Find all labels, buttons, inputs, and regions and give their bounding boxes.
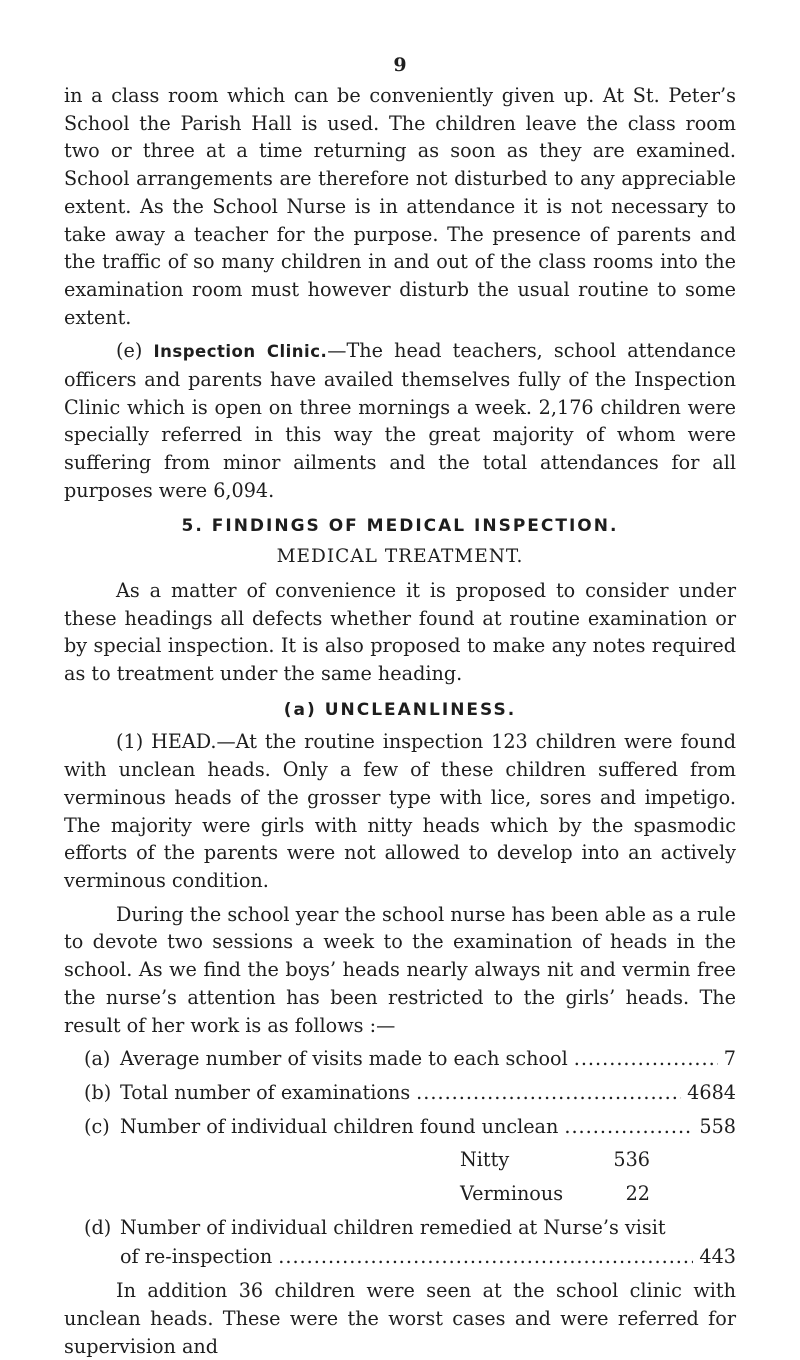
sub-stat-value: 536 xyxy=(613,1148,650,1172)
sub-stat-value: 22 xyxy=(625,1182,650,1206)
inspection-clinic-paragraph xyxy=(64,337,736,504)
stat-label: Number of individual children found unclean xyxy=(120,1114,559,1138)
school-year-paragraph: During the school year the school nurse has been able as a rule to devote two sessions a week to the examination of heads in the school. As we find the boys’ heads nearly always nit and vermin free the nurse’s attention has been restricted to the girls’ heads. The result of her work is as follows :— xyxy=(64,902,736,1037)
stat-letter: (d) xyxy=(84,1215,112,1239)
stat-letter: (c) xyxy=(84,1114,110,1138)
page-body xyxy=(64,82,736,1360)
inspection-clinic-text: —The head teachers, school attendance officers and parents have availed themselves fully of the Inspection Clinic which is open on three mornings a week. 2,176 children were specially referred in this way the great majority of whom were suffering from minor ailments and the total attendances for all purposes were 6,094. xyxy=(64,339,736,502)
stat-row xyxy=(64,1079,736,1107)
stat-row xyxy=(64,1113,736,1141)
stat-label: Total number of examinations xyxy=(120,1080,411,1104)
sub-stat-row xyxy=(64,1180,736,1208)
stat-label: Average number of visits made to each school xyxy=(120,1047,568,1071)
stat-letter: (a) xyxy=(84,1047,111,1071)
stat-value: 4684 xyxy=(687,1080,736,1104)
sub-stat-row xyxy=(64,1146,736,1174)
intro-paragraph: in a class room which can be conveniently given up. At St. Peter’s School the Parish Hall is used. The children leave the class room two or three at a time returning as soon as they are examined. School arrangements are therefore not disturbed to any appreciable extent. As the School Nurse is in attendance it is not necessary to take away a teacher for the purpose. The presence of parents and the traffic of so many children in and out of the class rooms into the examination room must however disturb the usual routine to some extent. xyxy=(64,84,736,329)
stats-list xyxy=(64,1045,736,1271)
stat-row xyxy=(64,1214,736,1242)
stat-label: Number of individual children remedied at Nurse’s visit xyxy=(120,1215,666,1239)
stat-row-continuation xyxy=(64,1243,736,1271)
section-subtitle: MEDICAL TREATMENT. xyxy=(276,546,524,568)
leader-dots xyxy=(574,1045,718,1073)
leader-dots xyxy=(564,1113,693,1141)
sub-stat-label: Nitty xyxy=(460,1148,510,1172)
stat-value: 7 xyxy=(723,1047,736,1071)
convenience-paragraph: As a matter of convenience it is proposed to consider under these headings all defects whether found at routine examination or by special inspection. It is also proposed to make any notes required as to treatment under the same heading. xyxy=(64,578,736,686)
sub-stat-label: Verminous xyxy=(460,1182,564,1206)
uncleanliness-heading: (a) UNCLEANLINESS. xyxy=(283,699,517,720)
stat-letter: (b) xyxy=(84,1080,112,1104)
stat-value: 558 xyxy=(699,1114,736,1138)
leader-dots xyxy=(278,1243,693,1271)
stat-value: 443 xyxy=(699,1245,736,1269)
page-number: 9 xyxy=(393,54,407,76)
clinic-item-marker: (e) xyxy=(116,339,154,363)
addition-paragraph: In addition 36 children were seen at the school clinic with unclean heads. These were the worst cases and were referred for supervision and xyxy=(64,1279,736,1358)
inspection-clinic-heading: Inspection Clinic. xyxy=(153,342,328,362)
stat-row xyxy=(64,1045,736,1073)
head-paragraph: (1) HEAD.—At the routine inspection 123 children were found with unclean heads. Only a few of these children suffered from verminous heads of the grosser type with lice, sores and impetigo. The majority were girls with nitty heads which by the spasmodic efforts of the parents were not allowed to develop into an actively verminous condition. xyxy=(64,730,736,892)
stat-label: of re-inspection xyxy=(120,1245,273,1269)
section-title: 5. FINDINGS OF MEDICAL INSPECTION. xyxy=(181,515,619,536)
leader-dots xyxy=(416,1079,681,1107)
